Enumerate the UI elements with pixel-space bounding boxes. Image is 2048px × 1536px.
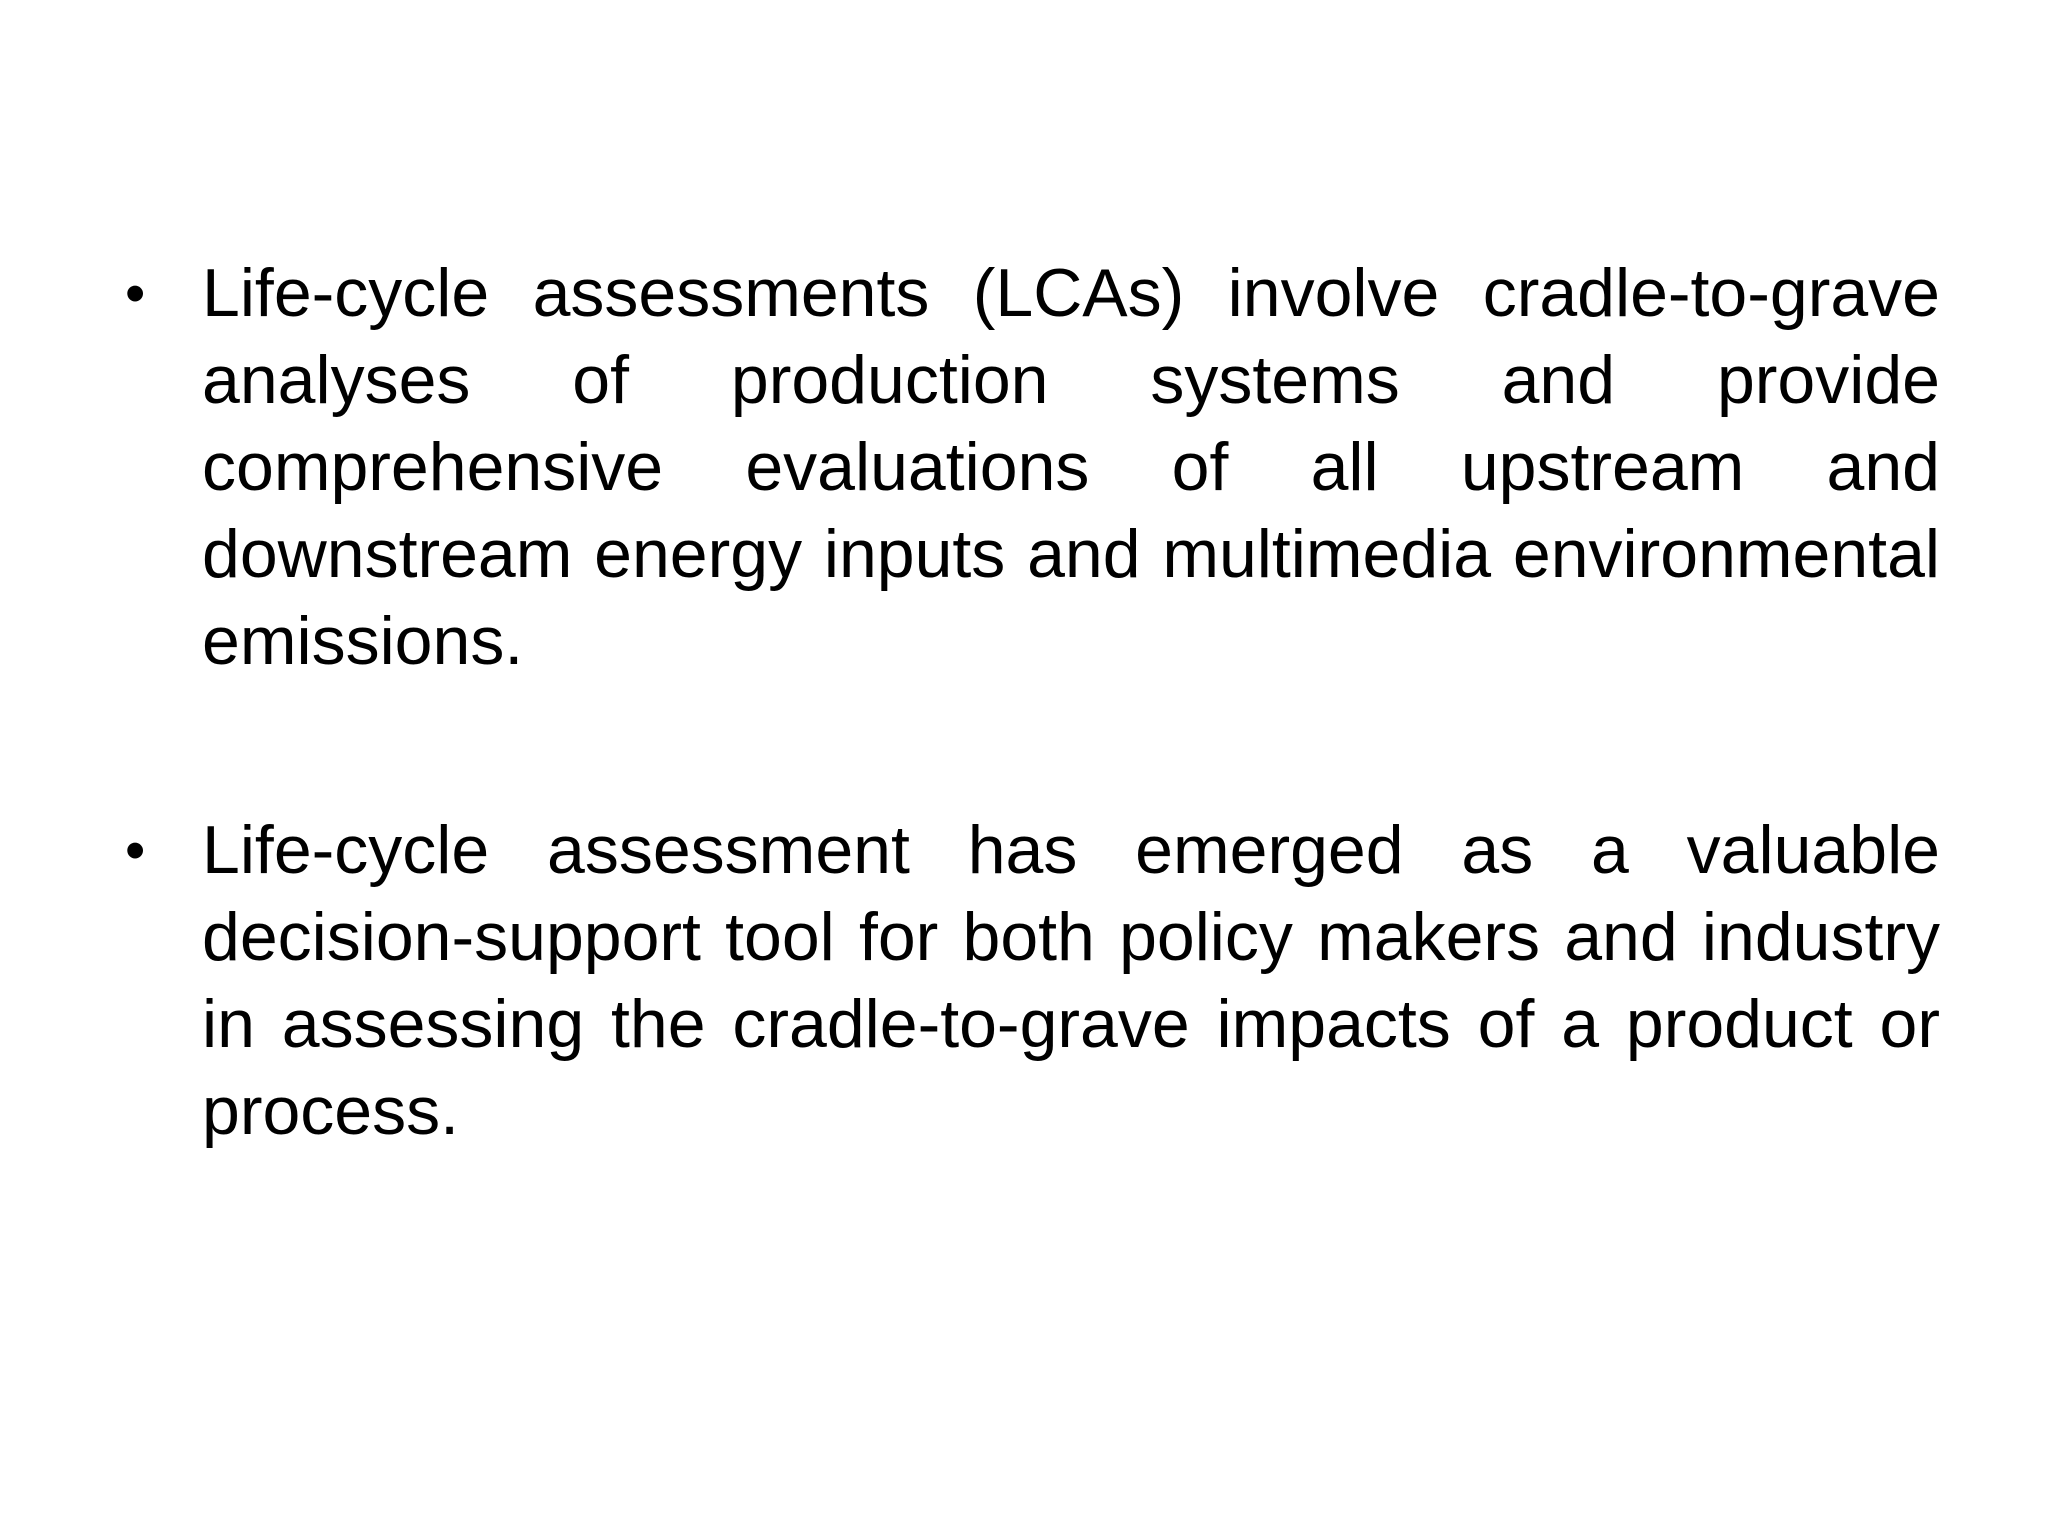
bullet-item-lca-definition (120, 250, 1940, 685)
bullet-item-lca-decision-support (120, 807, 1940, 1155)
bullet-text: Life-cycle assessments (LCAs) involve cradle-to-grave analyses of production systems and provide comprehensive evaluations of all upstream and downstream energy inputs and multimedia environmental emissions. (202, 255, 1940, 679)
bullet-marker: • (125, 261, 146, 326)
bullet-list (120, 250, 1940, 1277)
bullet-text: Life-cycle assessment has emerged as a valuable decision-support tool for both policy makers and industry in assessing the cradle-to-grave impacts of a product or process. (202, 812, 1940, 1149)
bullet-marker: • (125, 818, 146, 883)
